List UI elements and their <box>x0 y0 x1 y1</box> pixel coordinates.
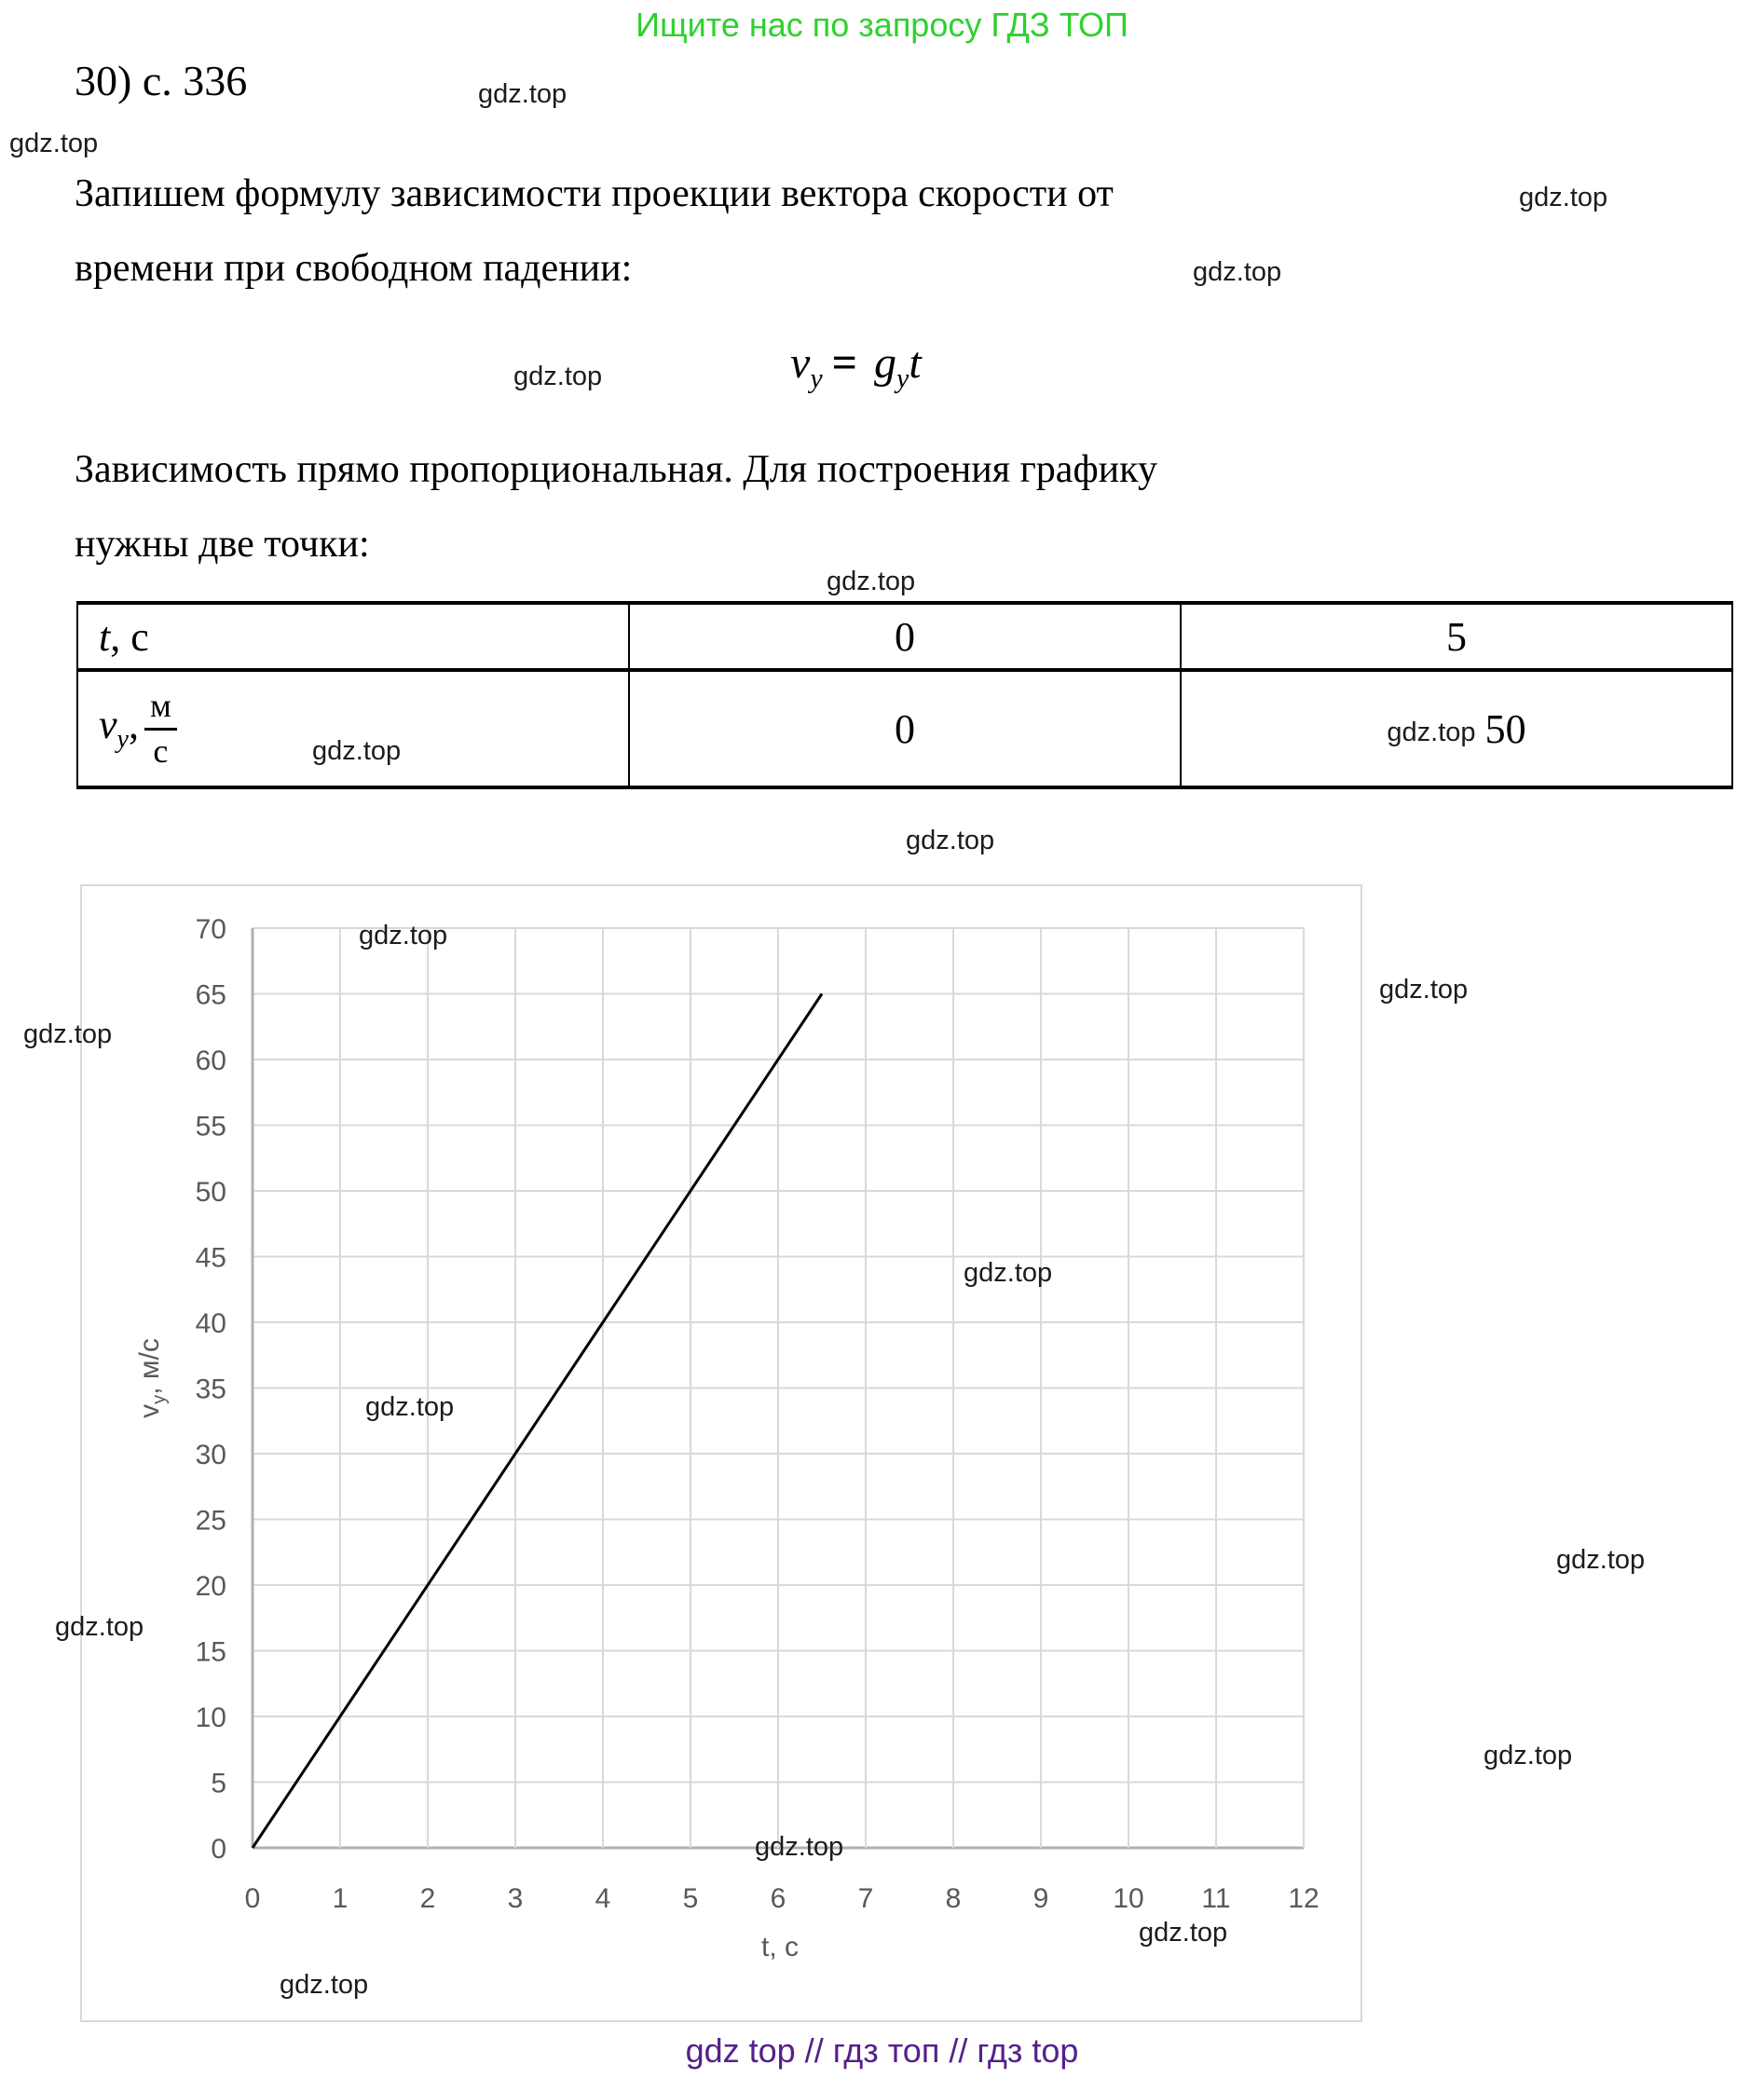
table-cell-v-label <box>77 670 629 787</box>
paragraph-line: нужны две точки: <box>75 523 370 566</box>
y-tick-label: 25 <box>195 1505 226 1537</box>
paragraph-line: Зависимость прямо пропорциональная. Для построения графику <box>75 448 1157 491</box>
gdz-watermark: gdz.top <box>1519 183 1608 212</box>
footer-links: gdz top // гдз топ // гдз top <box>685 2031 1079 2070</box>
y-tick-label: 0 <box>211 1834 226 1865</box>
x-tick-label: 9 <box>1032 1883 1049 1914</box>
fraction-numerator: м <box>144 687 177 730</box>
gdz-watermark: gdz.top <box>513 362 603 391</box>
gdz-watermark: gdz.top <box>1139 1918 1228 1948</box>
paragraph-intro <box>75 157 1114 306</box>
series-line <box>253 994 822 1849</box>
promo-header: Ищите нас по запросу ГДЗ ТОП <box>636 6 1128 44</box>
formula-rhs-sub: y <box>896 362 909 394</box>
gdz-watermark: gdz.top <box>280 1970 369 2000</box>
formula-velocity <box>790 337 922 395</box>
comma: , <box>128 702 139 748</box>
x-tick-label: 0 <box>244 1883 261 1914</box>
fraction-denominator: с <box>153 731 169 770</box>
x-tick-label: 12 <box>1288 1883 1320 1914</box>
x-tick-label: 8 <box>945 1883 962 1914</box>
x-tick-label: 1 <box>332 1883 349 1914</box>
gdz-watermark: gdz.top <box>359 921 448 950</box>
formula-rhs-var: g <box>874 338 896 388</box>
gdz-watermark: gdz.top <box>312 736 402 766</box>
y-tick-label: 65 <box>195 979 226 1011</box>
table-cell-v50 <box>1181 670 1732 787</box>
x-axis-title: t, с <box>760 1932 800 1962</box>
y-tick-label: 60 <box>195 1046 226 1076</box>
y-tick-label: 15 <box>195 1636 226 1668</box>
gdz-watermark: gdz.top <box>1379 975 1469 1005</box>
formula-lhs-var: v <box>790 338 811 388</box>
unit-fraction <box>144 687 177 771</box>
gdz-watermark: gdz.top <box>1387 717 1476 747</box>
y-tick-label: 45 <box>195 1242 226 1274</box>
y-tick-label: 35 <box>195 1374 226 1405</box>
velocity-time-chart <box>80 884 1362 2022</box>
t-variable: t <box>99 613 111 660</box>
gdz-watermark: gdz.top <box>55 1612 144 1642</box>
x-tick-label: 5 <box>682 1883 699 1914</box>
y-tick-label: 30 <box>195 1440 226 1470</box>
x-tick-label: 11 <box>1201 1883 1231 1914</box>
chart-canvas <box>82 886 1361 2020</box>
gdz-watermark: gdz.top <box>755 1832 844 1862</box>
table-row <box>77 603 1732 670</box>
gdz-watermark: gdz.top <box>365 1392 455 1422</box>
y-tick-label: 5 <box>211 1768 226 1799</box>
gdz-watermark: gdz.top <box>906 826 995 855</box>
x-tick-label: 4 <box>595 1883 611 1914</box>
y-tick-label: 70 <box>195 914 226 945</box>
gdz-watermark: gdz.top <box>1484 1741 1573 1770</box>
paragraph-line: времени при свободном падении: <box>75 247 633 290</box>
y-tick-label: 55 <box>195 1111 226 1142</box>
formula-rhs-factor: t <box>909 338 922 388</box>
paragraph-proportional <box>75 432 1157 581</box>
gdz-watermark: gdz.top <box>1556 1545 1646 1575</box>
y-axis-title: $v_y$, м/с <box>134 1338 170 1418</box>
gdz-watermark: gdz.top <box>964 1258 1053 1288</box>
gdz-watermark: gdz.top <box>9 129 99 158</box>
v-value-50: 50 <box>1484 705 1526 752</box>
table-row <box>77 670 1732 787</box>
table-cell-t0: 0 <box>629 603 1181 670</box>
gdz-watermark: gdz.top <box>827 567 916 596</box>
table-cell-t5: 5 <box>1181 603 1732 670</box>
x-tick-label: 2 <box>419 1883 436 1914</box>
x-tick-label: 6 <box>770 1883 786 1914</box>
y-tick-label: 20 <box>195 1571 226 1602</box>
table-cell-t-label <box>77 603 629 670</box>
v-variable: v <box>99 702 117 748</box>
gdz-watermark: gdz.top <box>1193 257 1282 287</box>
paragraph-line: Запишем формулу зависимости проекции вектора скорости от <box>75 172 1114 215</box>
t-unit: , с <box>110 613 149 660</box>
gdz-watermark: gdz.top <box>23 1019 113 1049</box>
formula-equals: = <box>831 338 857 388</box>
y-tick-label: 10 <box>195 1702 226 1733</box>
v-subscript: y <box>116 724 129 754</box>
table-cell-v0: 0 <box>629 670 1181 787</box>
gdz-watermark: gdz.top <box>478 79 567 109</box>
y-tick-label: 50 <box>195 1177 226 1208</box>
y-tick-label: 40 <box>195 1308 226 1339</box>
formula-lhs-sub: y <box>810 362 823 394</box>
x-tick-label: 3 <box>507 1883 524 1914</box>
page-title: 30) с. 336 <box>75 57 248 104</box>
x-tick-label: 10 <box>1113 1883 1144 1914</box>
x-tick-label: 7 <box>857 1883 874 1914</box>
